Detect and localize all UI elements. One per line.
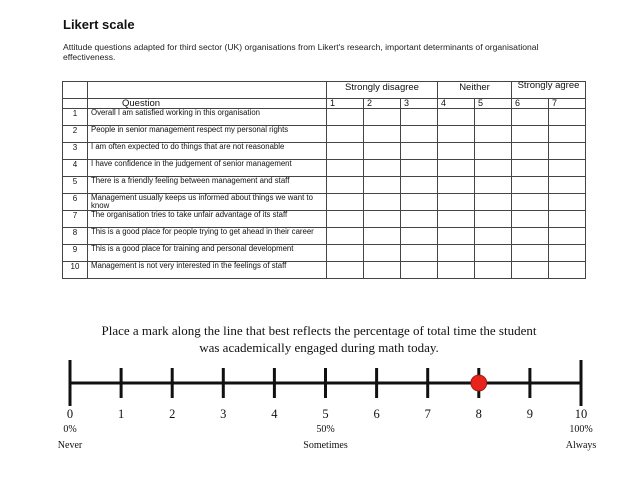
- scale-tick-label: 5: [322, 407, 329, 421]
- row-number: 2: [63, 126, 88, 143]
- response-cell[interactable]: [549, 160, 586, 177]
- response-cell[interactable]: [401, 126, 438, 143]
- response-cell[interactable]: [364, 194, 401, 211]
- question-text: The organisation tries to take unfair advantage of its staff: [88, 211, 327, 228]
- response-cell[interactable]: [364, 177, 401, 194]
- likert-body: [63, 109, 586, 279]
- question-text: I have confidence in the judgement of senior management: [88, 160, 327, 177]
- table-row: [63, 126, 586, 143]
- anchor-left-label: Never: [57, 440, 83, 451]
- question-text: Overall I am satisfied working in this organisation: [88, 109, 327, 126]
- response-cell[interactable]: [438, 194, 475, 211]
- response-cell[interactable]: [512, 194, 549, 211]
- table-row: [63, 228, 586, 245]
- scale-col-7: 7: [549, 99, 586, 109]
- header-strongly-agree: Strongly agree: [512, 82, 586, 99]
- response-cell[interactable]: [401, 143, 438, 160]
- response-cell[interactable]: [475, 194, 512, 211]
- response-cell[interactable]: [549, 262, 586, 279]
- response-cell[interactable]: [512, 228, 549, 245]
- response-cell[interactable]: [438, 143, 475, 160]
- anchor-right-percent: 100%: [569, 424, 593, 435]
- response-cell[interactable]: [549, 126, 586, 143]
- rating-instruction-text: Place a mark along the line that best reflects the percentage of total time the student was academically engaged during math today.: [101, 323, 537, 355]
- table-row: [63, 245, 586, 262]
- question-text: This is a good place for training and personal development: [88, 245, 327, 262]
- response-cell[interactable]: [364, 245, 401, 262]
- question-text: Management usually keeps us informed about things we want to know: [88, 194, 327, 211]
- anchor-mid-percent: 50%: [316, 424, 335, 435]
- row-number: 7: [63, 211, 88, 228]
- response-cell[interactable]: [401, 194, 438, 211]
- response-cell[interactable]: [512, 160, 549, 177]
- response-cell[interactable]: [549, 109, 586, 126]
- row-number: 10: [63, 262, 88, 279]
- response-cell[interactable]: [401, 160, 438, 177]
- scale-tick-label: 4: [271, 407, 278, 421]
- response-cell[interactable]: [475, 211, 512, 228]
- question-text: People in senior management respect my personal rights: [88, 126, 327, 143]
- response-cell[interactable]: [364, 160, 401, 177]
- response-cell[interactable]: [438, 228, 475, 245]
- scale-col-4: 4: [438, 99, 475, 109]
- scale-tick-label: 0: [66, 407, 74, 421]
- response-cell[interactable]: [327, 143, 364, 160]
- table-row: [63, 177, 586, 194]
- row-number: 9: [63, 245, 88, 262]
- response-cell[interactable]: [364, 126, 401, 143]
- anchor-mid-label: Sometimes: [303, 440, 348, 451]
- question-text: There is a friendly feeling between management and staff: [88, 177, 327, 194]
- table-subheader-row: [63, 99, 586, 109]
- table-row: [63, 211, 586, 228]
- response-cell[interactable]: [475, 160, 512, 177]
- response-cell[interactable]: [327, 245, 364, 262]
- response-cell[interactable]: [549, 194, 586, 211]
- table-header-row: [63, 82, 586, 99]
- response-cell[interactable]: [401, 177, 438, 194]
- response-cell[interactable]: [438, 211, 475, 228]
- response-cell[interactable]: [549, 177, 586, 194]
- row-number: 6: [63, 194, 88, 211]
- scale-tick-label: 7: [424, 407, 431, 421]
- response-cell[interactable]: [475, 126, 512, 143]
- scale-tick-label: 3: [220, 407, 227, 421]
- response-cell[interactable]: [401, 245, 438, 262]
- response-cell[interactable]: [327, 109, 364, 126]
- response-cell[interactable]: [438, 160, 475, 177]
- response-cell[interactable]: [327, 262, 364, 279]
- response-cell[interactable]: [327, 211, 364, 228]
- header-strongly-disagree: Strongly disagree: [327, 82, 438, 99]
- response-cell[interactable]: [475, 262, 512, 279]
- rating-scale[interactable]: [0, 350, 638, 460]
- scale-col-6: 6: [512, 99, 549, 109]
- likert-title: Likert scale: [63, 17, 135, 32]
- scale-col-5: 5: [475, 99, 512, 109]
- row-number: 5: [63, 177, 88, 194]
- response-cell[interactable]: [364, 109, 401, 126]
- table-row: [63, 160, 586, 177]
- response-cell[interactable]: [401, 228, 438, 245]
- scale-tick-label: 2: [169, 407, 176, 421]
- table-row: [63, 262, 586, 279]
- response-cell[interactable]: [512, 262, 549, 279]
- response-cell[interactable]: [438, 109, 475, 126]
- response-cell[interactable]: [438, 177, 475, 194]
- response-cell[interactable]: [364, 228, 401, 245]
- scale-col-2: 2: [364, 99, 401, 109]
- row-number: 3: [63, 143, 88, 160]
- response-cell[interactable]: [512, 211, 549, 228]
- question-text: I am often expected to do things that are not reasonable: [88, 143, 327, 160]
- response-cell[interactable]: [512, 177, 549, 194]
- scale-tick-label: 10: [574, 407, 588, 421]
- likert-subtitle: Attitude questions adapted for third sector (UK) organisations from Likert's research, important determinants of organisational effectiveness.: [63, 42, 539, 62]
- response-cell[interactable]: [327, 228, 364, 245]
- response-cell[interactable]: [401, 262, 438, 279]
- response-cell[interactable]: [549, 143, 586, 160]
- response-cell[interactable]: [327, 126, 364, 143]
- response-cell[interactable]: [512, 245, 549, 262]
- likert-table: [62, 81, 586, 279]
- row-number: 4: [63, 160, 88, 177]
- table-row: [63, 109, 586, 126]
- row-number: 1: [63, 109, 88, 126]
- response-cell[interactable]: [364, 262, 401, 279]
- response-cell[interactable]: [401, 211, 438, 228]
- response-cell[interactable]: [364, 211, 401, 228]
- scale-tick-label: 8: [475, 407, 482, 421]
- scale-tick-label: 6: [373, 407, 380, 421]
- response-cell[interactable]: [475, 228, 512, 245]
- question-text: Management is not very interested in the feelings of staff: [88, 262, 327, 279]
- anchor-right-label: Always: [565, 440, 597, 451]
- anchor-left-percent: 0%: [63, 424, 77, 435]
- response-cell[interactable]: [438, 245, 475, 262]
- row-number: 8: [63, 228, 88, 245]
- response-cell[interactable]: [512, 109, 549, 126]
- response-cell[interactable]: [512, 126, 549, 143]
- header-blank-question: [88, 82, 327, 99]
- header-blank-num: [63, 82, 88, 99]
- response-cell[interactable]: [327, 177, 364, 194]
- response-cell[interactable]: [549, 228, 586, 245]
- selection-marker[interactable]: [471, 375, 487, 391]
- response-cell[interactable]: [475, 143, 512, 160]
- table-row: [63, 194, 586, 211]
- response-cell[interactable]: [401, 109, 438, 126]
- response-cell[interactable]: [327, 194, 364, 211]
- response-cell[interactable]: [327, 160, 364, 177]
- response-cell[interactable]: [475, 245, 512, 262]
- response-cell[interactable]: [438, 262, 475, 279]
- header-neither: Neither: [438, 82, 512, 99]
- response-cell[interactable]: [438, 126, 475, 143]
- response-cell[interactable]: [475, 177, 512, 194]
- scale-col-3: 3: [401, 99, 438, 109]
- response-cell[interactable]: [549, 245, 586, 262]
- response-cell[interactable]: [475, 109, 512, 126]
- question-text: This is a good place for people trying to get ahead in their career: [88, 228, 327, 245]
- subheader-blank-num: [63, 99, 88, 109]
- response-cell[interactable]: [512, 143, 549, 160]
- header-question: Question: [88, 99, 327, 109]
- scale-col-1: 1: [327, 99, 364, 109]
- scale-tick-label: 1: [117, 407, 125, 421]
- response-cell[interactable]: [364, 143, 401, 160]
- response-cell[interactable]: [549, 211, 586, 228]
- scale-tick-label: 9: [526, 407, 534, 421]
- table-row: [63, 143, 586, 160]
